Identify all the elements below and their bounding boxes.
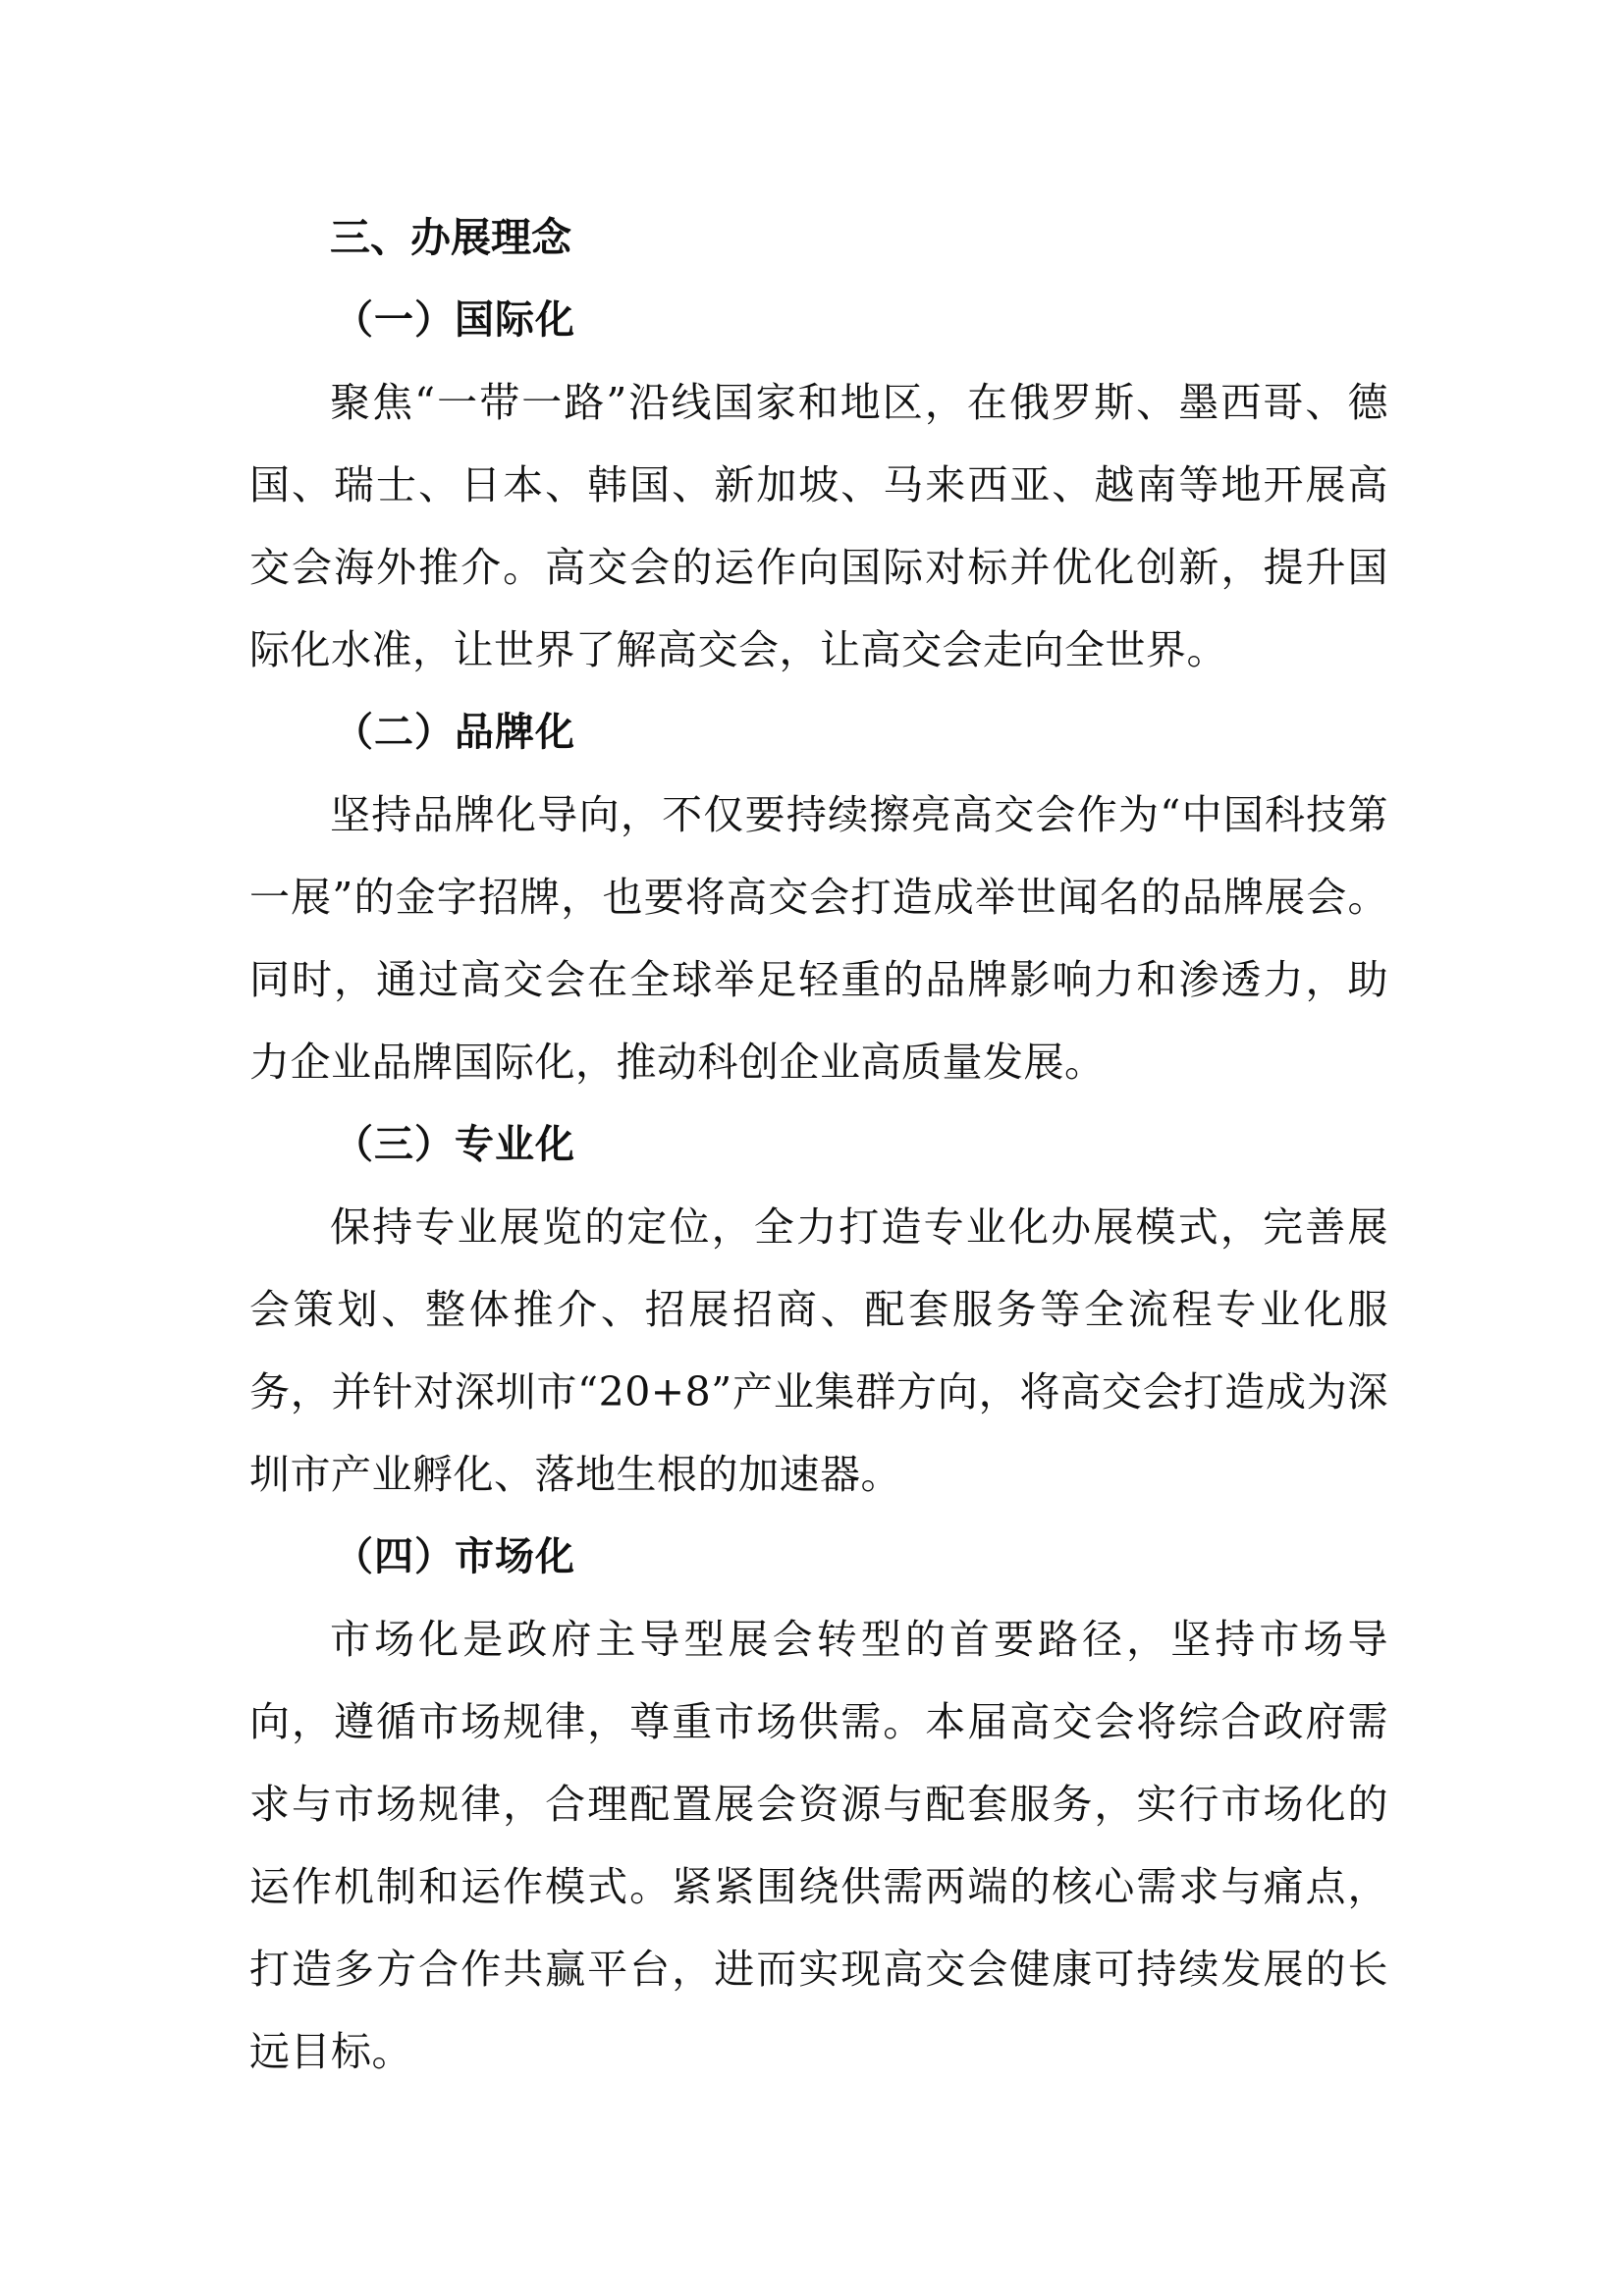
- paragraph-branding: 坚持品牌化导向，不仅要持续擦亮高交会作为“中国科技第一展”的金字招牌，也要将高交会打造成举世闻名的品牌展会。同时，通过高交会在全球举足轻重的品牌影响力和渗透力，助力企业品牌国际化，推动科创企业高质量发展。: [249, 791, 1388, 1086]
- section-title: 三、办展理念: [330, 214, 571, 261]
- subsection-title-professionalization: （三）专业化: [334, 1122, 575, 1167]
- subsection-title-marketization: （四）市场化: [334, 1534, 575, 1579]
- subsection-title-branding: （二）品牌化: [334, 710, 575, 755]
- paragraph-professionalization: 保持专业展览的定位，全力打造专业化办展模式，完善展会策划、整体推介、招展招商、配套服务等全流程专业化服务，并针对深圳市“20+8”产业集群方向，将高交会打造成为深圳市产业孵化、落地生根的加速器。: [249, 1203, 1388, 1498]
- paragraph-internationalization: 聚焦“一带一路”沿线国家和地区，在俄罗斯、墨西哥、德国、瑞士、日本、韩国、新加坡、马来西亚、越南等地开展高交会海外推介。高交会的运作向国际对标并优化创新，提升国际化水准，让世界了解高交会，让高交会走向全世界。: [249, 379, 1388, 673]
- paragraph-marketization: 市场化是政府主导型展会转型的首要路径，坚持市场导向，遵循市场规律，尊重市场供需。本届高交会将综合政府需求与市场规律，合理配置展会资源与配套服务，实行市场化的运作机制和运作模式。紧紧围绕供需两端的核心需求与痛点，打造多方合作共赢平台，进而实现高交会健康可持续发展的长远目标。: [249, 1616, 1388, 2075]
- document-content: [249, 196, 1388, 2093]
- subsection-title-internationalization: （一）国际化: [334, 297, 575, 343]
